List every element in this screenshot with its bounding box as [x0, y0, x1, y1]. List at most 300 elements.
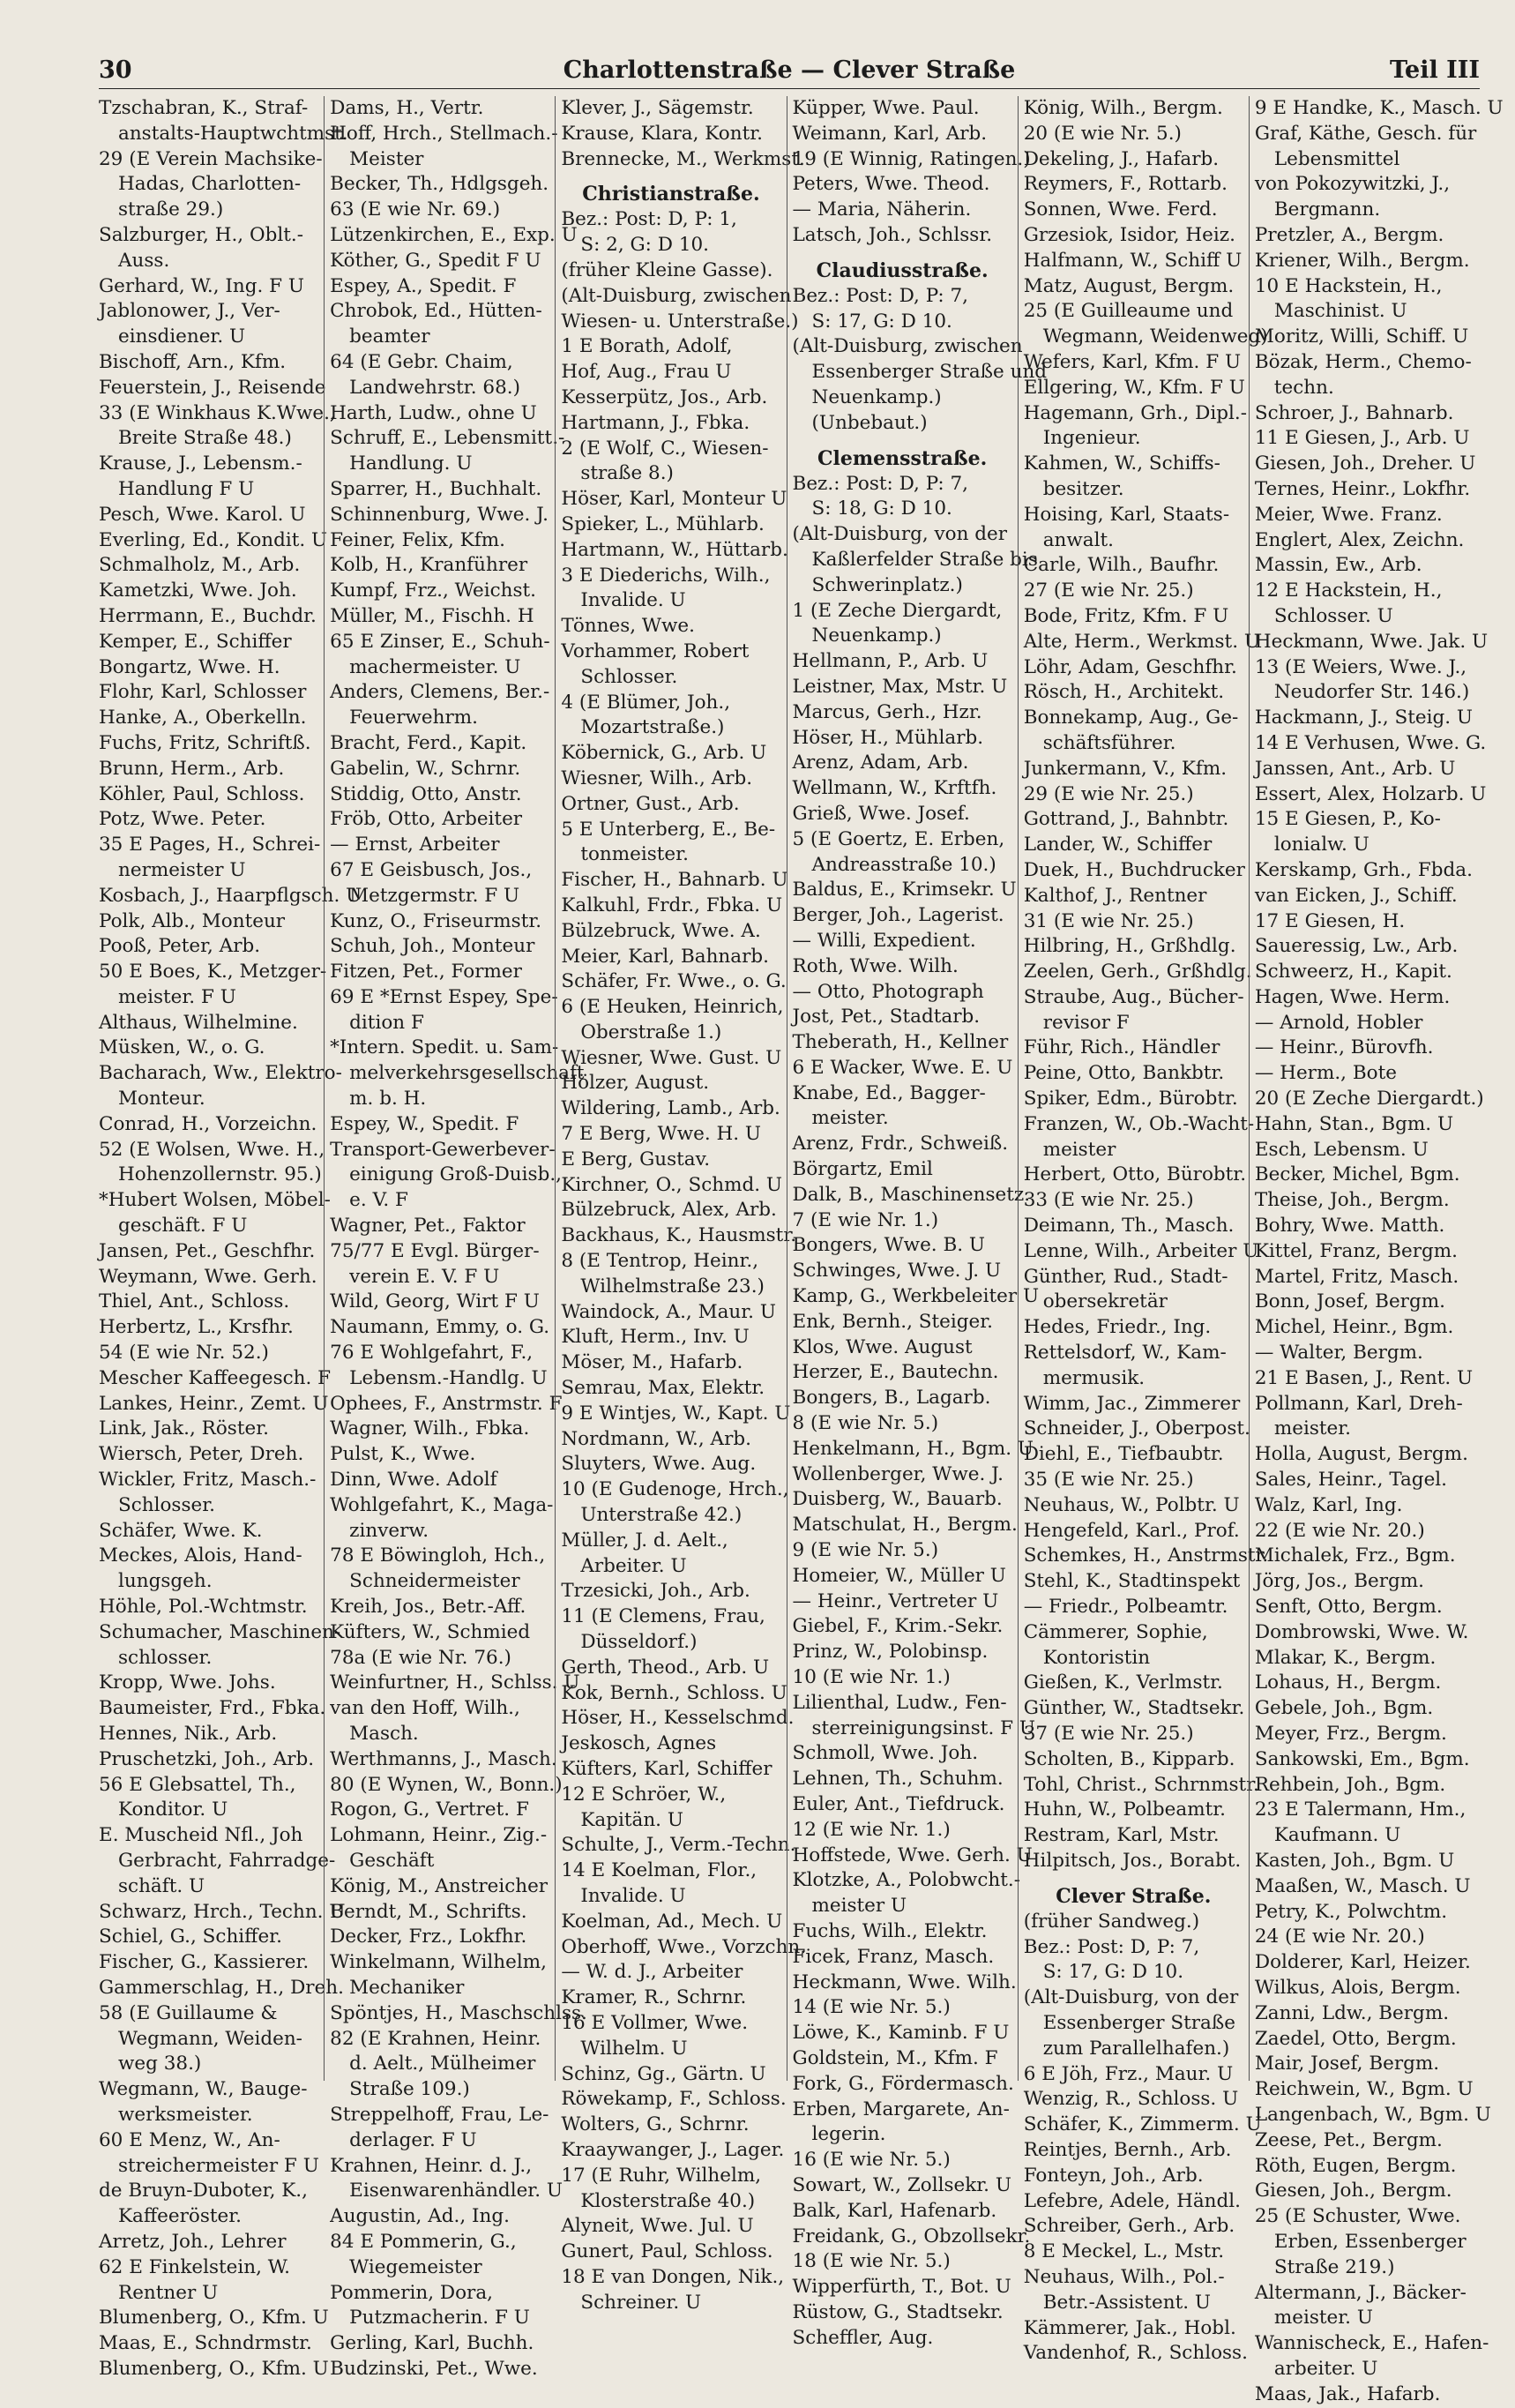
entry-continuation: einsdiener. U: [118, 325, 246, 348]
entry-continuation: Unterstraße 42.): [580, 1504, 743, 1527]
directory-entry: Conrad, H., Vorzeichn.: [99, 1112, 317, 1135]
directory-entry: 67 E Geisbusch, Jos.,: [330, 858, 533, 881]
entry-continuation: derlager. F U: [349, 2128, 477, 2151]
column-6: [1249, 96, 1504, 2405]
directory-entry: Krause, J., Lebensm.-: [99, 452, 302, 475]
directory-entry: Werthmanns, J., Masch.: [330, 1747, 557, 1770]
entry-continuation: Breite Straße 48.): [118, 427, 292, 450]
directory-entry: Homeier, W., Müller U: [792, 1564, 1006, 1587]
directory-entry: Schuh, Joh., Monteur: [330, 935, 535, 958]
directory-entry: Ternes, Heinr., Lokfhr.: [1254, 477, 1471, 500]
directory-entry: Wiesen- u. Unterstraße.): [561, 310, 799, 333]
directory-entry: 69 E *Ernst Espey, Spe-: [330, 985, 558, 1008]
directory-entry: Schreiber, Gerh., Arb.: [1023, 2215, 1235, 2238]
directory-entry: Lohmann, Heinr., Zig.-: [330, 1824, 548, 1847]
directory-entry: 14 E Koelman, Flor.,: [561, 1859, 758, 1882]
directory-entry: Wiersch, Peter, Dreh.: [99, 1443, 304, 1466]
directory-entry: Hengefeld, Karl., Prof.: [1023, 1519, 1240, 1542]
directory-entry: Hartmann, J., Fbka.: [561, 411, 750, 434]
entry-continuation: Straße 109.): [349, 2078, 470, 2101]
directory-entry: Schäfer, K., Zimmerm. U: [1023, 2113, 1262, 2136]
directory-entry: von Pokozywitzki, J.,: [1254, 173, 1451, 196]
entry-continuation: Handlung. U: [349, 452, 473, 475]
directory-entry: Pretzler, A., Bergm.: [1254, 223, 1444, 246]
directory-entry: — Maria, Näherin.: [792, 198, 972, 221]
directory-entry: — W. d. J., Arbeiter: [561, 1961, 743, 1984]
directory-entry: Küfters, Karl, Schiffer: [561, 1758, 772, 1780]
directory-entry: Müller, M., Fischh. H: [330, 604, 534, 627]
entry-continuation: verein E. V. F U: [349, 1265, 500, 1288]
page-header: [99, 55, 1480, 89]
directory-entry: Essert, Alex, Holzarb. U: [1254, 782, 1487, 805]
directory-entry: Arretz, Joh., Lehrer: [99, 2230, 287, 2253]
directory-entry: Fitzen, Pet., Former: [330, 961, 522, 983]
directory-entry: Althaus, Wilhelmine.: [99, 1011, 298, 1034]
entry-continuation: lungsgeh.: [118, 1570, 213, 1593]
directory-entry: — Herm., Bote: [1254, 1062, 1397, 1085]
directory-entry: Kolb, H., Kranführer: [330, 554, 528, 577]
directory-entry: 5 (E Goertz, E. Erben,: [792, 827, 1005, 850]
directory-entry: Kramer, R., Schrnr.: [561, 1986, 747, 2009]
entry-continuation: meister U: [811, 1895, 907, 1918]
directory-entry: Goldstein, M., Kfm. F: [792, 2046, 998, 2069]
directory-entry: — Willi, Expedient.: [792, 929, 976, 952]
directory-entry: Lützenkirchen, E., Exp. U: [330, 223, 578, 246]
directory-entry: Wagner, Wilh., Fbka.: [330, 1417, 530, 1440]
directory-entry: Nordmann, W., Arb.: [561, 1427, 751, 1450]
entry-continuation: zinverw.: [349, 1519, 429, 1542]
directory-entry: Pollmann, Karl, Dreh-: [1254, 1392, 1463, 1415]
entry-continuation: melverkehrsgesellschaft: [349, 1062, 585, 1085]
entry-continuation: einigung Groß-Duisb.,: [349, 1163, 562, 1186]
directory-entry: Kropp, Wwe. Johs.: [99, 1671, 276, 1694]
directory-entry: Restram, Karl, Mstr.: [1023, 1824, 1220, 1847]
directory-entry: Backhaus, K., Hausmstr.: [561, 1224, 797, 1247]
directory-entry: Schroer, J., Bahnarb.: [1254, 401, 1454, 424]
directory-entry: Wagner, Pet., Faktor: [330, 1215, 526, 1238]
directory-entry: Dolderer, Karl, Heizer.: [1254, 1951, 1471, 1974]
directory-entry: 20 (E wie Nr. 5.): [1023, 122, 1182, 145]
entry-continuation: schäftsführer.: [1042, 731, 1176, 754]
directory-entry: Kämmerer, Jak., Hobl.: [1023, 2316, 1236, 2339]
directory-entry: Zeelen, Gerh., Grßhdlg.: [1023, 961, 1252, 983]
directory-entry: Wilkus, Alois, Bergm.: [1254, 1976, 1461, 1999]
entry-continuation: nermeister U: [118, 858, 246, 881]
directory-entry: 25 (E Schuster, Wwe.: [1254, 2205, 1461, 2228]
entry-continuation: S: 2, G: D 10.: [580, 234, 710, 257]
directory-entry: 12 E Hackstein, H.,: [1254, 580, 1443, 602]
directory-entry: Hagen, Wwe. Herm.: [1254, 985, 1451, 1008]
entry-continuation: Maschinist. U: [1273, 300, 1407, 323]
directory-entry: Balk, Karl, Hafenarb.: [792, 2199, 997, 2222]
directory-entry: (früher Sandweg.): [1023, 1910, 1200, 1933]
directory-entry: (Alt-Duisburg, von der: [1023, 1986, 1239, 2009]
directory-entry: Gebele, Joh., Bgm.: [1254, 1697, 1434, 1720]
directory-entry: Spiker, Edm., Bürobtr.: [1023, 1088, 1238, 1111]
directory-entry: Müller, J. d. Aelt.,: [561, 1529, 728, 1552]
directory-entry: Wild, Georg, Wirt F U: [330, 1290, 540, 1313]
directory-entry: Espey, W., Spedit. F: [330, 1112, 519, 1135]
entry-continuation: Ingenieur.: [1042, 427, 1141, 450]
directory-entry: Wenzig, R., Schloss. U: [1023, 2088, 1239, 2111]
directory-entry: Kalthof, J., Rentner: [1023, 884, 1207, 907]
directory-entry: 1 E Borath, Adolf,: [561, 335, 733, 358]
directory-entry: Meckes, Alois, Hand-: [99, 1544, 302, 1567]
directory-entry: Stiddig, Otto, Anstr.: [330, 782, 522, 805]
entry-continuation: beamter: [349, 325, 430, 348]
directory-entry: 7 (E wie Nr. 1.): [792, 1208, 939, 1231]
entry-continuation: Klosterstraße 40.): [580, 2189, 756, 2212]
directory-entry: Gerhard, W., Ing. F U: [99, 274, 305, 297]
entry-continuation: Metzgermstr. F U: [349, 884, 520, 907]
directory-entry: Roth, Wwe. Wilh.: [792, 954, 959, 977]
directory-entry: Gammerschlag, H., Dreh.: [99, 1976, 344, 1999]
directory-entry: 35 (E wie Nr. 25.): [1023, 1469, 1194, 1492]
directory-entry: van den Hoff, Wilh.,: [330, 1697, 520, 1720]
entry-continuation: anwalt.: [1042, 528, 1114, 551]
directory-entry: 11 E Giesen, J., Arb. U: [1254, 427, 1470, 450]
directory-entry: Bohry, Wwe. Matth.: [1254, 1215, 1445, 1238]
directory-entry: Flohr, Karl, Schlosser: [99, 681, 307, 704]
directory-entry: 84 E Pommerin, G.,: [330, 2230, 517, 2253]
directory-entry: 75/77 E Evgl. Bürger-: [330, 1239, 540, 1262]
directory-entry: Naumann, Emmy, o. G.: [330, 1316, 550, 1339]
entry-continuation: Essenberger Straße und: [811, 361, 1048, 384]
entry-continuation: Wilhelm. U: [580, 2037, 688, 2060]
directory-entry: Wildering, Lamb., Arb.: [561, 1097, 780, 1120]
entry-continuation: straße 29.): [118, 198, 224, 221]
directory-entry: Holla, August, Bergm.: [1254, 1443, 1468, 1466]
directory-entry: Baumeister, Frd., Fbka.: [99, 1697, 326, 1720]
directory-entry: 33 (E Winkhaus K.Wwe.,: [99, 401, 336, 424]
page-number: 30: [99, 56, 132, 84]
entry-continuation: Schneidermeister: [349, 1570, 520, 1593]
directory-entry: Alyneit, Wwe. Jul. U: [561, 2215, 754, 2238]
directory-entry: Berndt, M., Schrifts.: [330, 1900, 527, 1923]
entry-continuation: straße 8.): [580, 462, 674, 485]
directory-entry: Kesserpütz, Jos., Arb.: [561, 385, 768, 408]
entry-continuation: Kaufmann. U: [1273, 1824, 1401, 1847]
directory-entry: Duek, H., Buchdrucker: [1023, 858, 1245, 881]
street-heading: Clever Straße.: [1056, 1884, 1212, 1908]
directory-entry: Fork, G., Fördermasch.: [792, 2072, 1014, 2095]
directory-entry: Schmoll, Wwe. Joh.: [792, 1742, 979, 1765]
directory-entry: Baldus, E., Krimsekr. U: [792, 879, 1017, 901]
directory-entry: 23 E Talermann, Hm.,: [1254, 1799, 1466, 1821]
directory-entry: Streppelhoff, Frau, Le-: [330, 2103, 549, 2126]
directory-entry: Mescher Kaffeegesch. F: [99, 1366, 332, 1389]
directory-entry: Köther, G., Spedit F U: [330, 249, 541, 272]
entry-continuation: Geschäft: [349, 1849, 435, 1872]
directory-entry: Bongers, B., Lagarb.: [792, 1387, 991, 1410]
directory-entry: Carle, Wilh., Baufhr.: [1023, 554, 1220, 577]
directory-entry: 15 E Giesen, P., Ko-: [1254, 808, 1441, 831]
directory-entry: 35 E Pages, H., Schrei-: [99, 834, 321, 856]
directory-entry: 58 (E Guillaume &: [99, 2001, 278, 2024]
directory-entry: Kreih, Jos., Betr.-Aff.: [330, 1596, 526, 1619]
directory-entry: 3 E Diederichs, Wilh.,: [561, 564, 771, 587]
directory-entry: Tohl, Christ., Schrnmstr.: [1023, 1773, 1259, 1796]
entry-continuation: Invalide. U: [580, 589, 686, 612]
entry-continuation: meister. F U: [118, 985, 236, 1008]
directory-entry: Bongartz, Wwe. H.: [99, 655, 280, 678]
directory-entry: Bode, Fritz, Kfm. F U: [1023, 604, 1229, 627]
entry-continuation: Schreiner. U: [580, 2291, 702, 2314]
directory-entry: Hoising, Karl, Staats-: [1023, 503, 1230, 526]
directory-entry: Fonteyn, Joh., Arb.: [1023, 2164, 1204, 2187]
directory-entry: Wickler, Fritz, Masch.-: [99, 1469, 317, 1492]
directory-entry: Herzer, E., Bautechn.: [792, 1361, 999, 1384]
directory-entry: — Arnold, Hobler: [1254, 1011, 1423, 1034]
directory-entry: Halfmann, W., Schiff U: [1023, 249, 1243, 272]
directory-entry: Ortner, Gust., Arb.: [561, 792, 740, 815]
directory-entry: Becker, Michel, Bgm.: [1254, 1163, 1460, 1186]
column-3: [555, 96, 807, 2314]
directory-entry: 76 E Wohlgefahrt, F.,: [330, 1342, 534, 1365]
directory-entry: Augustin, Ad., Ing.: [330, 2205, 510, 2228]
entry-continuation: lonialw. U: [1273, 834, 1369, 856]
directory-entry: Semrau, Max, Elektr.: [561, 1377, 765, 1400]
directory-entry: Budzinski, Pet., Wwe.: [330, 2357, 538, 2380]
street-heading: Clemensstraße.: [817, 446, 988, 470]
directory-entry: Müsken, W., o. G.: [99, 1036, 265, 1059]
entry-continuation: Feuerwehrm.: [349, 707, 478, 729]
directory-entry: Alte, Herm., Werkmst. U: [1023, 630, 1260, 653]
directory-entry: 82 (E Krahnen, Heinr.: [330, 2027, 541, 2050]
directory-entry: Wellmann, W., Krftfh.: [792, 777, 997, 800]
directory-entry: Hackmann, J., Steig. U: [1254, 707, 1474, 729]
directory-entry: Kasten, Joh., Bgm. U: [1254, 1849, 1455, 1872]
entry-continuation: besitzer.: [1042, 477, 1124, 500]
column-1: [99, 96, 362, 2380]
directory-entry: (Alt-Duisburg, zwischen: [561, 284, 792, 307]
directory-entry: Bez.: Post: D, P: 7,: [792, 472, 968, 495]
directory-entry: Jablonower, J., Ver-: [99, 300, 280, 323]
directory-entry: Krahnen, Heinr. d. J.,: [330, 2154, 533, 2177]
entry-continuation: meister: [1042, 1138, 1116, 1161]
entry-continuation: Meister: [349, 147, 424, 170]
entry-continuation: Putzmacherin. F U: [349, 2307, 530, 2329]
directory-entry: Bülzebruck, Alex, Arb.: [561, 1199, 777, 1222]
directory-entry: Günther, Rud., Stadt-: [1023, 1265, 1228, 1288]
directory-entry: Weymann, Wwe. Gerh.: [99, 1265, 317, 1288]
directory-entry: 65 E Zinser, E., Schuh-: [330, 630, 550, 653]
directory-entry: Möser, M., Hafarb.: [561, 1351, 743, 1374]
directory-entry: Krause, Klara, Kontr.: [561, 122, 763, 145]
entry-continuation: dition F: [349, 1011, 424, 1034]
directory-entry: Langenbach, W., Bgm. U: [1254, 2103, 1491, 2126]
directory-entry: 18 (E wie Nr. 5.): [792, 2250, 951, 2273]
entry-continuation: Kapitän. U: [580, 1808, 683, 1831]
entry-continuation: Eisenwarenhändler. U: [349, 2180, 563, 2202]
directory-entry: Thiel, Ant., Schloss.: [99, 1290, 290, 1313]
entry-continuation: machermeister. U: [349, 655, 521, 678]
directory-entry: Enk, Bernh., Steiger.: [792, 1310, 993, 1333]
directory-entry: de Bruyn-Duboter, K.,: [99, 2180, 308, 2202]
directory-entry: Röth, Eugen, Bergm.: [1254, 2154, 1457, 2177]
directory-entry: Wiesner, Wwe. Gust. U: [561, 1046, 782, 1069]
entry-continuation: legerin.: [811, 2123, 886, 2146]
entry-continuation: meister.: [811, 1107, 889, 1130]
column-5: [1018, 96, 1269, 2365]
directory-entry: Ficek, Franz, Masch.: [792, 1945, 995, 1968]
column-2: [324, 96, 587, 2380]
directory-entry: Lefebre, Adele, Händl.: [1023, 2189, 1241, 2212]
directory-entry: Mlakar, K., Bergm.: [1254, 1646, 1437, 1669]
directory-entry: Grieß, Wwe. Josef.: [792, 802, 970, 825]
directory-entry: Bez.: Post: D, P: 1,: [561, 208, 737, 231]
directory-entry: Huhn, W., Polbeamtr.: [1023, 1799, 1226, 1821]
directory-entry: Bez.: Post: D, P: 7,: [1023, 1935, 1200, 1958]
directory-entry: Löhr, Adam, Geschfhr.: [1023, 655, 1237, 678]
directory-entry: Arenz, Adam, Arb.: [792, 752, 969, 774]
directory-entry: *Intern. Spedit. u. Sam-: [330, 1036, 559, 1059]
entry-continuation: tonmeister.: [580, 843, 689, 866]
directory-entry: Lander, W., Schiffer: [1023, 834, 1213, 856]
directory-entry: 1 (E Zeche Diergardt,: [792, 599, 1003, 622]
entry-continuation: arbeiter. U: [1273, 2357, 1378, 2380]
directory-entry: Kunz, O., Friseurmstr.: [330, 909, 542, 932]
directory-entry: Wimm, Jac., Zimmerer: [1023, 1392, 1241, 1415]
directory-entry: 18 E van Dongen, Nik.,: [561, 2265, 785, 2288]
directory-entry: Fröb, Otto, Arbeiter: [330, 808, 523, 831]
directory-entry: 13 (E Weiers, Wwe. J.,: [1254, 655, 1467, 678]
directory-entry: Scholten, B., Kipparb.: [1023, 1747, 1235, 1770]
directory-entry: 10 E Hackstein, H.,: [1254, 274, 1443, 297]
columns: [99, 96, 1504, 2405]
directory-entry: Kametzki, Wwe. Joh.: [99, 580, 297, 602]
directory-entry: Röwekamp, F., Schloss.: [561, 2088, 787, 2111]
directory-entry: Schneider, J., Oberpost.: [1023, 1417, 1250, 1440]
directory-entry: Jansen, Pet., Geschfhr.: [99, 1239, 316, 1262]
directory-entry: Matz, August, Bergm.: [1023, 274, 1235, 297]
directory-entry: Feiner, Felix, Kfm.: [330, 528, 505, 551]
directory-entry: Reymers, F., Rottarb.: [1023, 173, 1228, 196]
directory-entry: Wannischeck, E., Hafen-: [1254, 2332, 1489, 2355]
directory-entry: 9 E Wintjes, W., Kapt. U: [561, 1402, 791, 1425]
directory-entry: 10 (E wie Nr. 1.): [792, 1666, 951, 1689]
directory-entry: Hartmann, W., Hüttarb.: [561, 538, 788, 561]
directory-entry: 52 (E Wolsen, Wwe. H.,: [99, 1138, 325, 1161]
entry-continuation: schäft. U: [118, 1874, 205, 1897]
directory-entry: Küfters, W., Schmied: [330, 1620, 531, 1643]
entry-continuation: Rentner U: [118, 2281, 219, 2304]
directory-entry: Janssen, Ant., Arb. U: [1254, 757, 1456, 780]
entry-continuation: Oberstraße 1.): [580, 1021, 722, 1043]
directory-entry: 10 (E Gudenoge, Hrch.,: [561, 1478, 789, 1501]
directory-entry: Maaßen, W., Masch. U: [1254, 1874, 1471, 1897]
directory-entry: Espey, A., Spedit. F: [330, 274, 517, 297]
directory-entry: Hellmann, P., Arb. U: [792, 650, 989, 673]
directory-entry: Massin, Ew., Arb.: [1254, 554, 1422, 577]
directory-entry: Klotzke, A., Polobwcht.-: [792, 1869, 1020, 1892]
directory-entry: Klever, J., Sägemstr.: [561, 97, 754, 119]
directory-entry: Hoffstede, Wwe. Gerh. U: [792, 1843, 1033, 1866]
directory-entry: Gottrand, J., Bahnbtr.: [1023, 808, 1229, 831]
directory-entry: Lehnen, Th., Schuhm.: [792, 1768, 1004, 1791]
directory-entry: 6 E Jöh, Frz., Maur. U: [1023, 2062, 1234, 2085]
entry-continuation: Schlosser.: [580, 665, 678, 688]
entry-continuation: Monteur.: [118, 1088, 205, 1111]
page-title: Charlottenstraße — Clever Straße: [563, 56, 1016, 84]
entry-continuation: Arbeiter. U: [580, 1554, 687, 1577]
directory-entry: — Otto, Photograph: [792, 980, 984, 1003]
entry-continuation: Düsseldorf.): [580, 1631, 698, 1654]
directory-entry: Kamp, G., Werkbeleiter U: [792, 1285, 1040, 1308]
directory-entry: 9 (E wie Nr. 5.): [792, 1539, 939, 1562]
directory-entry: 63 (E wie Nr. 69.): [330, 198, 501, 221]
entry-continuation: Lebensm.-Handlg. U: [349, 1366, 548, 1389]
directory-entry: 9 E Handke, K., Masch. U: [1254, 97, 1504, 119]
directory-entry: Erben, Margarete, An-: [792, 2098, 1010, 2120]
directory-entry: Höser, H., Mühlarb.: [792, 726, 984, 749]
directory-entry: 62 E Finkelstein, W.: [99, 2255, 290, 2278]
directory-entry: Decker, Frz., Lokfhr.: [330, 1926, 527, 1948]
directory-entry: Rettelsdorf, W., Kam-: [1023, 1342, 1227, 1365]
directory-entry: Scheffler, Aug.: [792, 2326, 934, 2349]
directory-entry: Bözak, Herm., Chemo-: [1254, 350, 1472, 373]
directory-entry: 24 (E wie Nr. 20.): [1254, 1926, 1425, 1948]
directory-entry: Kirchner, O., Schmd. U: [561, 1173, 783, 1196]
directory-entry: Kittel, Franz, Bergm.: [1254, 1239, 1458, 1262]
directory-entry: Reichwein, W., Bgm. U: [1254, 2078, 1474, 2101]
directory-entry: Fischer, G., Kassierer.: [99, 1951, 310, 1974]
directory-entry: Jeskosch, Agnes: [561, 1732, 717, 1755]
directory-entry: Polk, Alb., Monteur: [99, 909, 286, 932]
directory-entry: Schinz, Gg., Gärtn. U: [561, 2062, 766, 2085]
directory-entry: Meier, Wwe. Franz.: [1254, 503, 1443, 526]
entry-continuation: Kontoristin: [1042, 1646, 1151, 1669]
directory-entry: Latsch, Joh., Schlssr.: [792, 223, 993, 246]
entry-continuation: Erben, Essenberger: [1273, 2230, 1466, 2253]
entry-continuation: Neudorfer Str. 146.): [1273, 681, 1470, 704]
directory-entry: Sonnen, Wwe. Ferd.: [1023, 198, 1218, 221]
directory-entry: Wegmann, W., Bauge-: [99, 2078, 308, 2101]
part-label: Teil III: [1390, 56, 1480, 84]
directory-entry: Sales, Heinr., Tagel.: [1254, 1469, 1448, 1492]
directory-entry: Knabe, Ed., Bagger-: [792, 1081, 986, 1104]
directory-entry: Meyer, Frz., Bergm.: [1254, 1723, 1447, 1745]
directory-entry: Hahn, Stan., Bgm. U: [1254, 1112, 1454, 1135]
directory-entry: Walz, Karl, Ing.: [1254, 1493, 1403, 1516]
directory-entry: — Heinr., Bürovfh.: [1254, 1036, 1434, 1059]
directory-entry: Koelman, Ad., Mech. U: [561, 1910, 783, 1933]
directory-entry: Schweerz, H., Kapit.: [1254, 961, 1452, 983]
directory-entry: Hilpitsch, Jos., Borabt.: [1023, 1849, 1242, 1872]
entry-continuation: Wegmann, Weidenweg): [1042, 325, 1268, 348]
directory-entry: 17 (E Ruhr, Wilhelm,: [561, 2164, 762, 2187]
directory-entry: Bongers, Wwe. B. U: [792, 1234, 986, 1257]
directory-entry: Dombrowski, Wwe. W.: [1254, 1620, 1469, 1643]
entry-continuation: S: 18, G: D 10.: [811, 497, 952, 520]
directory-entry: Becker, Th., Hdlgsgeh.: [330, 173, 549, 196]
directory-entry: Reintjes, Bernh., Arb.: [1023, 2138, 1232, 2161]
directory-entry: König, M., Anstreicher: [330, 1874, 549, 1897]
street-heading: Christianstraße.: [582, 183, 760, 206]
directory-entry: Köhler, Paul, Schloss.: [99, 782, 305, 805]
directory-entry: E. Muscheid Nfl., Joh: [99, 1824, 303, 1847]
directory-entry: 8 (E Tentrop, Heinr.,: [561, 1250, 759, 1273]
directory-entry: Giesen, Joh., Dreher. U: [1254, 452, 1476, 475]
directory-entry: Altermann, J., Bäcker-: [1254, 2281, 1466, 2304]
entry-continuation: Andreasstraße 10.): [811, 853, 996, 876]
entry-continuation: geschäft. F U: [118, 1215, 248, 1238]
entry-continuation: meister.: [1273, 1417, 1351, 1440]
directory-entry: Blumenberg, O., Kfm. U: [99, 2357, 329, 2380]
entry-continuation: Hadas, Charlotten-: [118, 173, 302, 196]
entry-continuation: Kaffeeröster.: [118, 2205, 242, 2228]
directory-entry: 6 E Wacker, Wwe. E. U: [792, 1056, 1013, 1079]
